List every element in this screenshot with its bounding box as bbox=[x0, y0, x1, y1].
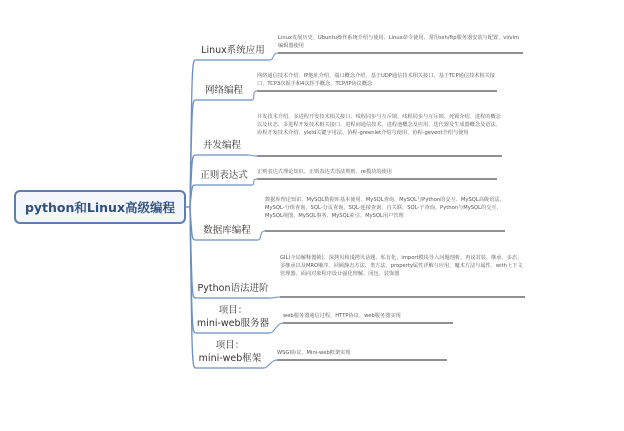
leaf-detail: Linux发展历史、Ubuntu操作系统介绍与使用、Linux命令使用、常用ssh/ftp服务器安装与配置、vi/vim编辑器使用 bbox=[278, 35, 520, 49]
leaf-connector bbox=[252, 179, 257, 185]
branch-label-line: mini-web框架 bbox=[198, 353, 262, 364]
branch-label bbox=[196, 139, 248, 152]
branch-label-line: 项目： bbox=[215, 340, 245, 351]
branch-label bbox=[196, 282, 270, 295]
leaf-detail: 并发技术介绍、多进程开发技术相关接口、线程同步与互斥锁、线程同步与互斥锁、死锁介绍、进程的概念以及状态、多进程开发技术相关接口、进程间通信技术、进程池概念及应用、迭代器及生成器概念及语法、协程开发技术介绍、yield关键字用法、协程-greenlet介绍与使用、协程-gevent介绍与使用 bbox=[257, 114, 501, 136]
branch-label-line: 数据库编程 bbox=[203, 225, 251, 236]
leaf-detail: 数据库理论知识、MySQL数据库基本使用、MySQL查询、MySQL与Python的交互、MySQL高级语法、MySQL-分组查询、SQL-分页查询、SQL-连接查询、自关联、SQL-子查询、Python与MySQL的交互、MySQL视图、MySQL事务、MySQL索引、MySQL用户管理 bbox=[265, 197, 505, 219]
leaf-detail: 正则表达式理论知识、正则表达式语法规则、re模块的使用 bbox=[257, 169, 392, 175]
leaf-detail: web服务器通信过程、HTTP协议、web服务器实现 bbox=[283, 313, 401, 319]
leaf-connector bbox=[270, 53, 278, 60]
leaf-connector bbox=[270, 297, 280, 298]
branch-label-line: Linux系统应用 bbox=[201, 45, 265, 56]
branch-label-line: mini-web服务器 bbox=[196, 318, 270, 329]
leaf-detail: 网络通信技术介绍、IP地址介绍、端口概念介绍、基于UDP通信技术相关接口、基于TCP通信技术相关接口、TCP3次握手和4次挥手概念、TCP/IP协议概念 bbox=[257, 73, 495, 87]
leaf-detail: WSGI协议、Mini-web框架实现 bbox=[277, 350, 351, 356]
branch-label-line: 网络编程 bbox=[204, 85, 243, 96]
leaf-connector bbox=[248, 155, 257, 156]
branch-label-line: 并发编程 bbox=[202, 140, 241, 151]
root-node bbox=[14, 190, 186, 224]
branch-label bbox=[196, 44, 270, 57]
branch-label bbox=[196, 339, 264, 365]
branch-label bbox=[196, 84, 252, 97]
branch-label bbox=[196, 169, 252, 182]
leaf-connector bbox=[258, 231, 265, 240]
branch-label-line: 正则表达式 bbox=[200, 170, 248, 181]
leaf-connector bbox=[252, 91, 257, 100]
leaf-connector bbox=[264, 360, 277, 368]
leaf-detail: GIL(全局解释器锁)、深拷贝和浅拷贝话题、私有化、import模块导入问题剖析、再议封装、继承、多态、多继承以及MRO顺序、回顾静态方法、类方法、property属性详解与应用、魔术方法与属性、with上下文管理器、面向对象程序设计强化理解、闭包、装饰器 bbox=[280, 255, 523, 277]
leaf-connector bbox=[270, 323, 283, 333]
branch-label-line: 项目： bbox=[218, 305, 248, 316]
branch-label bbox=[196, 224, 258, 237]
root-title: python和Linux高级编程 bbox=[24, 200, 176, 215]
branch-label bbox=[196, 304, 270, 330]
branch-label-line: Python语法进阶 bbox=[197, 283, 269, 294]
